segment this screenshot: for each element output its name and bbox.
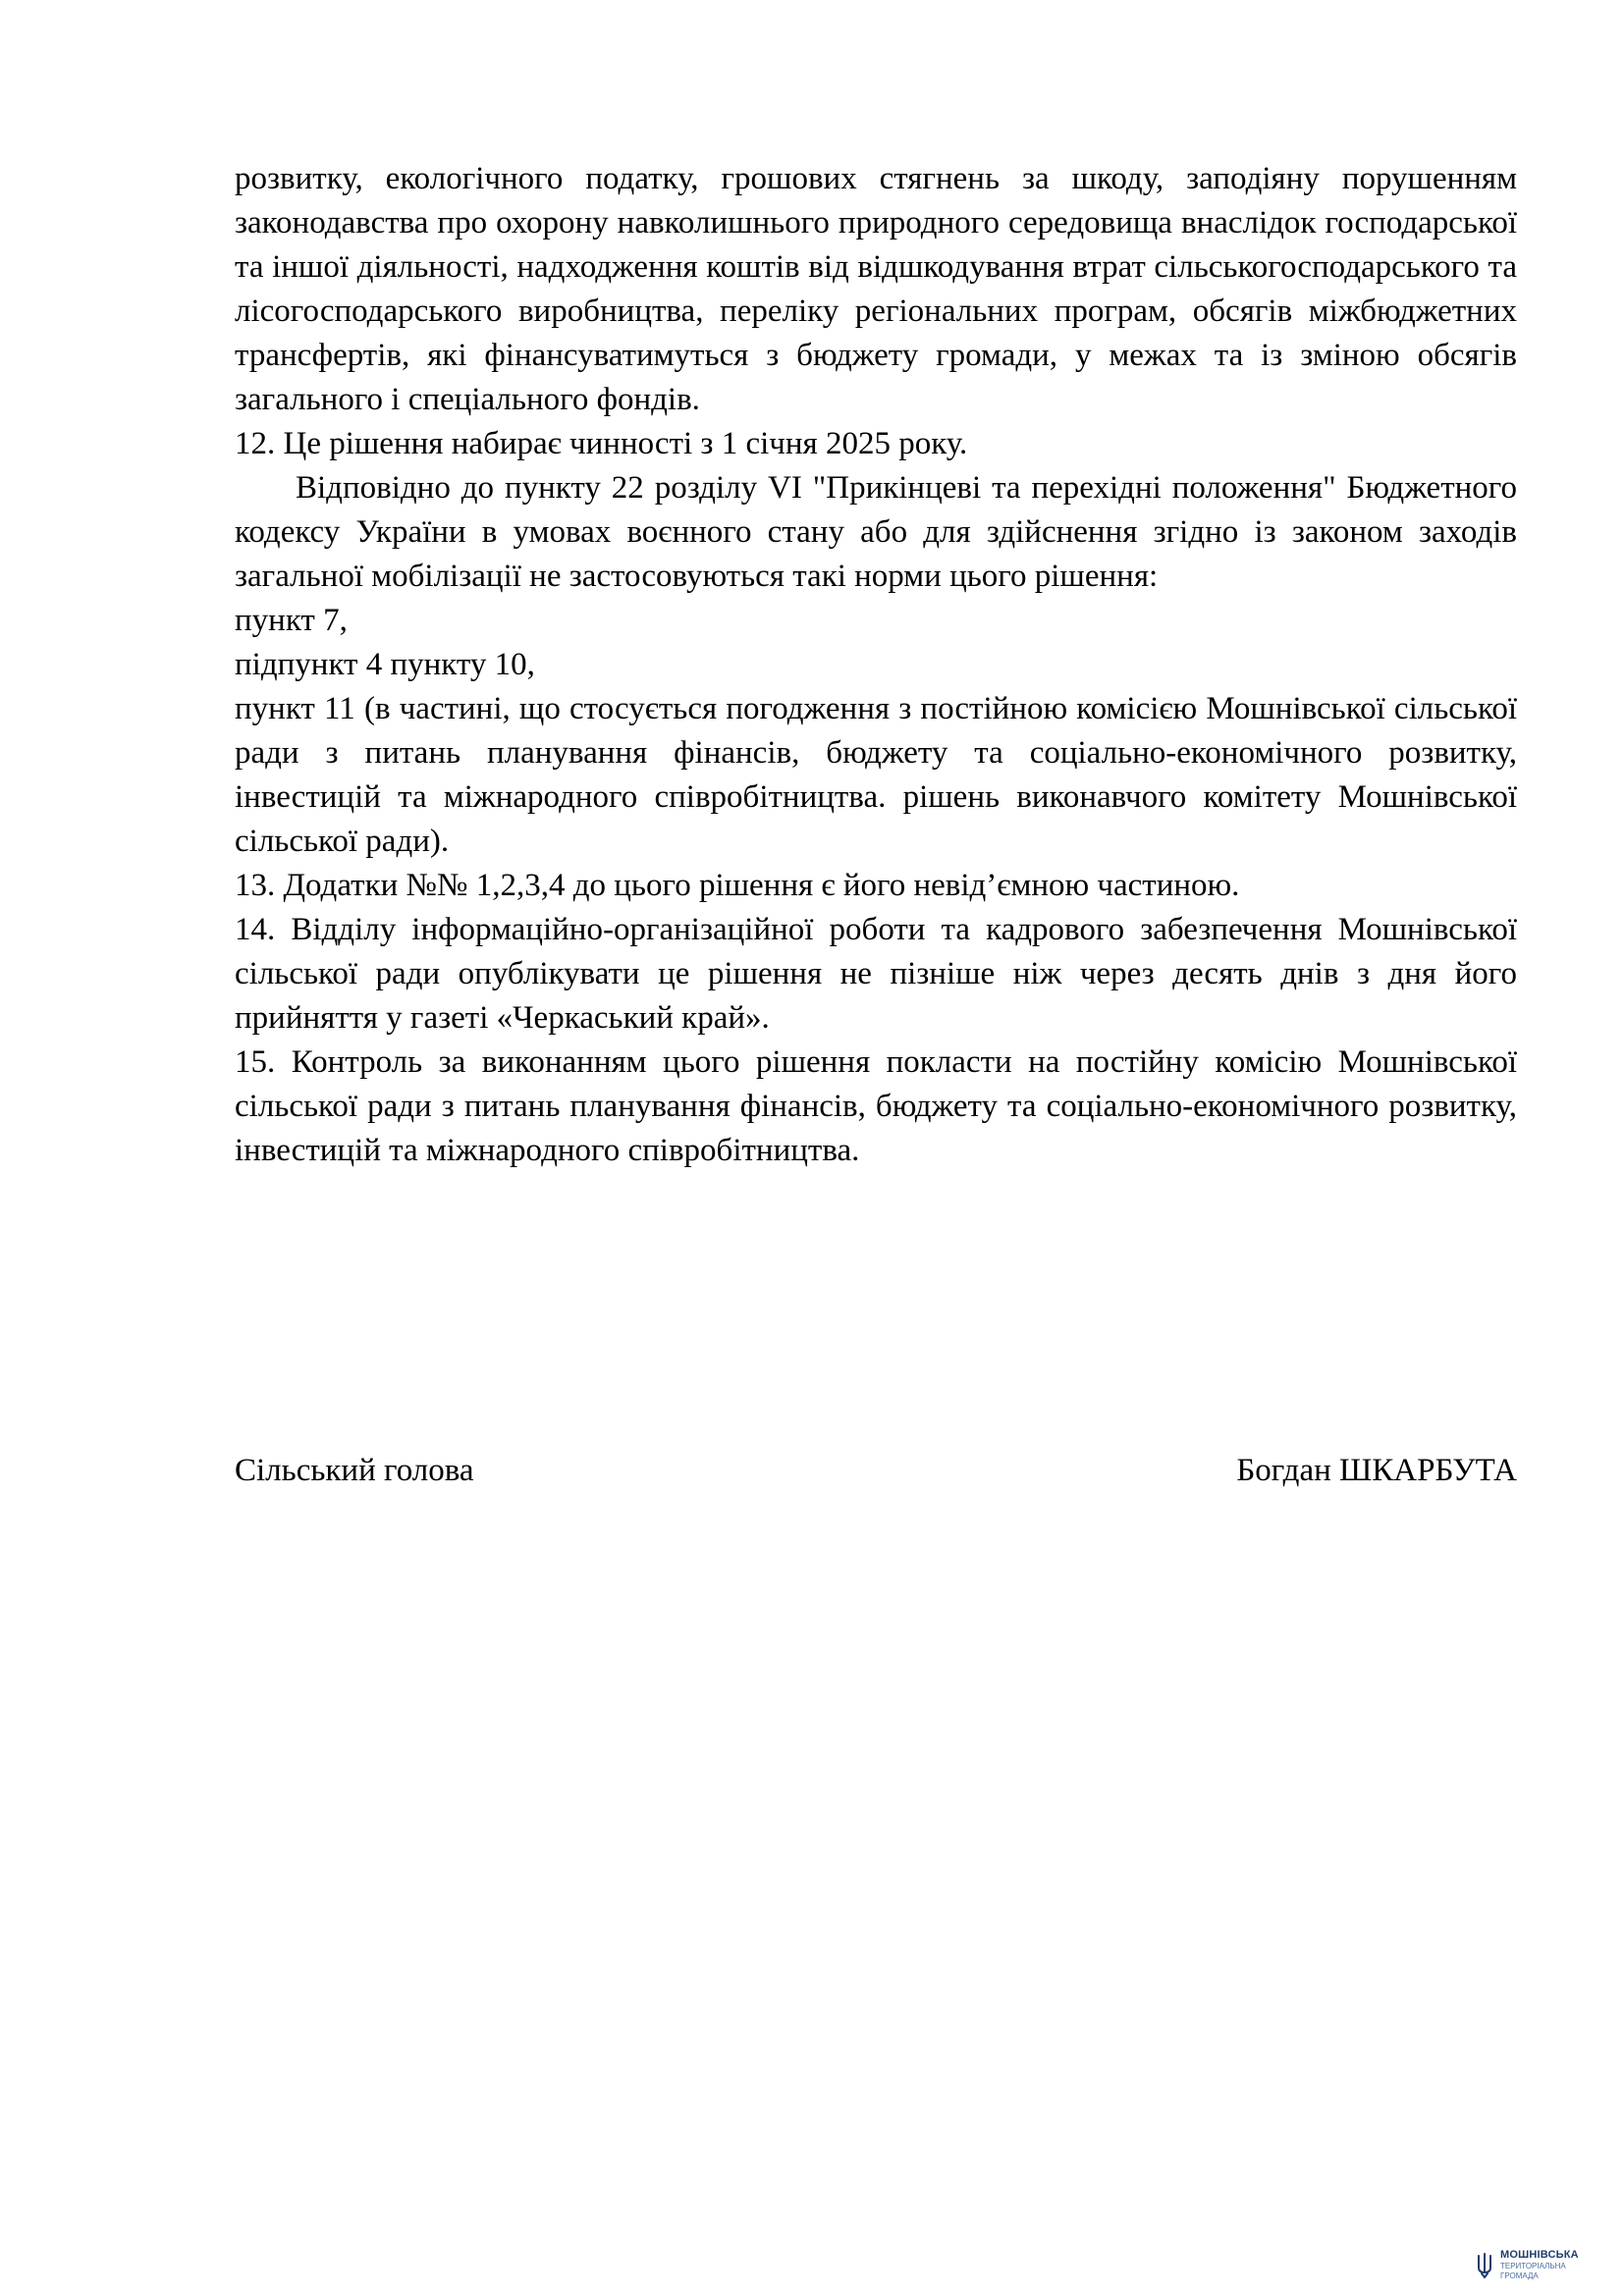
signature-block [235,1449,1517,1493]
community-watermark [1475,2250,1579,2280]
signatory-name: Богдан ШКАРБУТА [1236,1453,1517,1488]
paragraph-item-15: 15. Контроль за виконанням цього рішення покласти на постійну комісію Мошнівської сільської ради з питань планування фінансів, бюджету та соціально-економічного розвитку, інвестицій та міжнародного співробітництва. [235,1044,1517,1168]
paragraph-item-14: 14. Відділу інформаційно-організаційної роботи та кадрового забезпечення Мошнівської сільської ради опублікувати це рішення не пізніше ніж через десять днів з дня його прийняття у газеті «Черкаський край». [235,912,1517,1036]
paragraph-exception-subitem-4: підпункт 4 пункту 10, [235,647,535,682]
watermark-title: МОШНІВСЬКА [1500,2249,1579,2261]
watermark-text [1500,2250,1579,2280]
signatory-position: Сільський голова [235,1453,474,1488]
paragraph-item-12: 12. Це рішення набирає чинності з 1 січня 2025 року. [235,426,968,461]
document-body [235,157,1517,1173]
paragraph-martial-law-exceptions: Відповідно до пункту 22 розділу VI "Прикінцеві та перехідні положення" Бюджетного кодексу України в умовах воєнного стану або для здійснення згідно із законом заходів загальної мобілізації не застосовуються такі норми цього рішення: [235,470,1517,594]
trident-icon [1475,2252,1494,2279]
watermark-subtitle-1: ТЕРИТОРІАЛЬНА [1500,2262,1566,2270]
paragraph-continuation: розвитку, екологічного податку, грошових стягнень за шкоду, заподіяну порушенням законодавства про охорону навколишнього природного середовища внаслідок господарської та іншої діяльності, надходження коштів від відшкодування втрат сільськогосподарського та лісогосподарського виробництва, переліку регіональних програм, обсягів міжбюджетних трансфертів, які фінансуватимуться з бюджету громади, у межах та із зміною обсягів загального і спеціального фондів. [235,161,1517,417]
paragraph-item-13: 13. Додатки №№ 1,2,3,4 до цього рішення є його невід’ємною частиною. [235,868,1240,903]
watermark-subtitle-2: ГРОМАДА [1500,2271,1539,2280]
paragraph-exception-item-11: пункт 11 (в частині, що стосується погодження з постійною комісією Мошнівської сільської ради з питань планування фінансів, бюджету та соціально-економічного розвитку, інвестицій та міжнародного співробітництва. рішень виконавчого комітету Мошнівської сільської ради). [235,691,1517,859]
paragraph-exception-item-7: пункт 7, [235,603,348,638]
